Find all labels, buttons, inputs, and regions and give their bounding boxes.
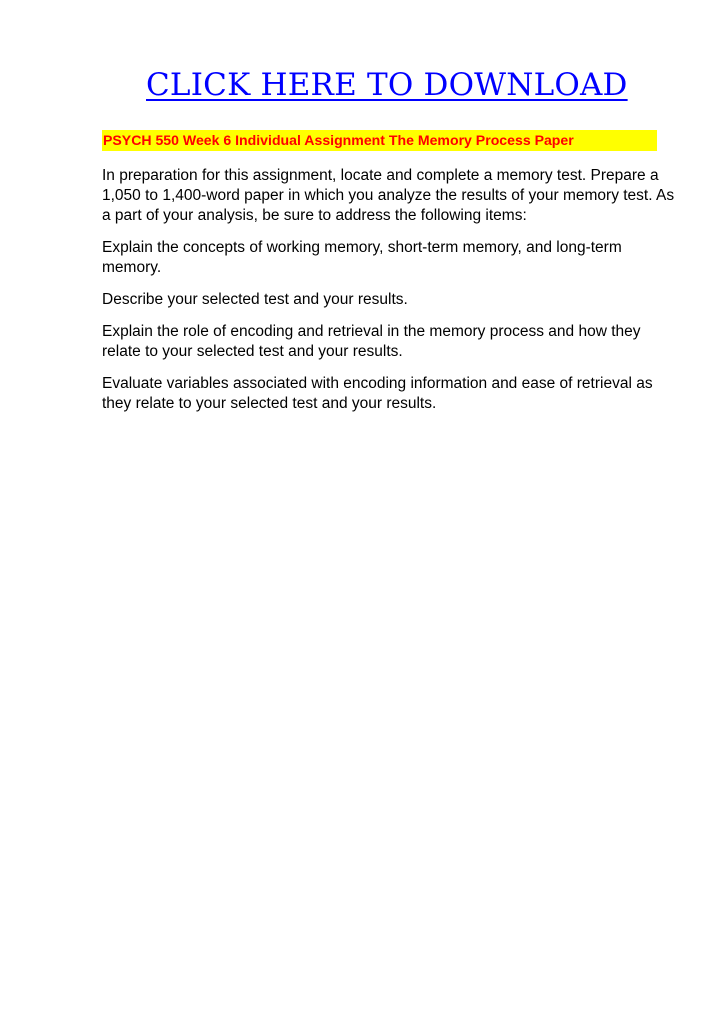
paragraph-memory-concepts: Explain the concepts of working memory, short-term memory, and long-term memory.	[102, 239, 622, 276]
paragraph-selected-test: Describe your selected test and your results.	[102, 291, 408, 308]
document-title: PSYCH 550 Week 6 Individual Assignment The Memory Process Paper	[103, 132, 574, 148]
paragraph-evaluate-variables: Evaluate variables associated with encoding information and ease of retrieval as they relate to your selected test and your results.	[102, 375, 653, 412]
paragraph-intro: In preparation for this assignment, locate and complete a memory test. Prepare a 1,050 to 1,400-word paper in which you analyze the results of your memory test. As a part of your analysis, be sure to address the following items:	[102, 167, 675, 224]
paragraph-encoding-retrieval: Explain the role of encoding and retrieval in the memory process and how they relate to your selected test and your results.	[102, 323, 641, 360]
document-body	[102, 166, 677, 426]
download-link[interactable]: CLICK HERE TO DOWNLOAD	[146, 67, 628, 103]
highlighted-title	[102, 130, 657, 151]
